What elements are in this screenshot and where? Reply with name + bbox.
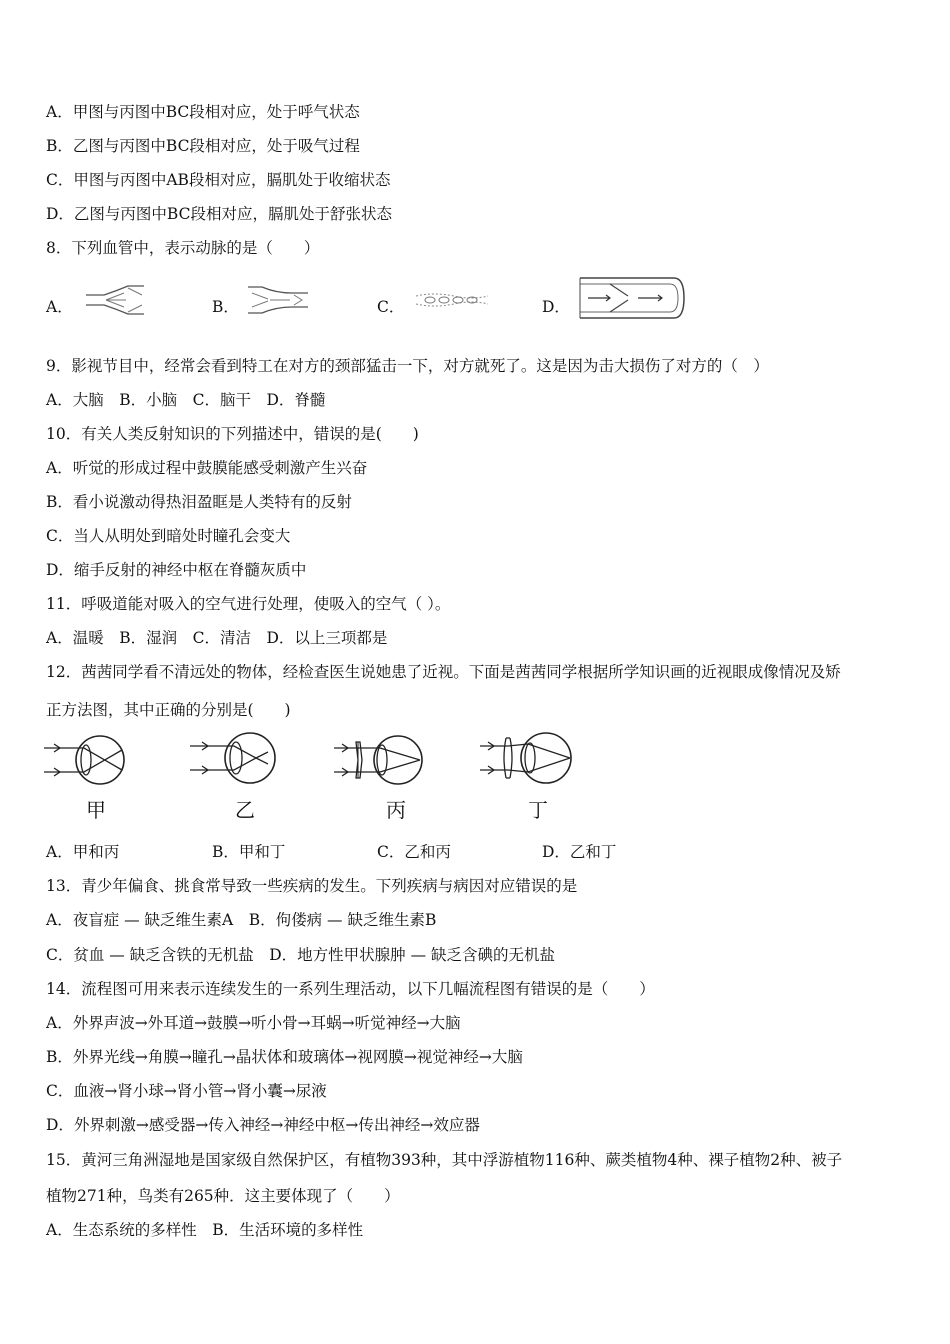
q10-option-b: B．看小说激动得热泪盈眶是人类特有的反射 — [46, 493, 352, 511]
q14-option-d: D．外界刺激→感受器→传入神经→神经中枢→传出神经→效应器 — [46, 1116, 480, 1134]
q8-option-c-label: C． — [377, 298, 405, 316]
q8-stem: 8．下列血管中，表示动脉的是（ ） — [46, 239, 320, 257]
q8-option-a-label: A． — [46, 298, 73, 316]
q12-option-a: A．甲和丙 — [46, 843, 120, 861]
eye-diagram-yi — [190, 730, 278, 786]
vessel-a-image — [84, 283, 150, 317]
q12-options — [46, 842, 746, 862]
vessel-d-image — [576, 276, 686, 320]
eye-label-jia: 甲 — [86, 798, 106, 822]
q14-option-c: C．血液→肾小球→肾小管→肾小囊→尿液 — [46, 1082, 327, 1100]
q10-option-d: D．缩手反射的神经中枢在脊髓灰质中 — [46, 561, 307, 579]
q8-option-b-label: B． — [212, 298, 239, 316]
q12-option-d: D．乙和丁 — [542, 843, 617, 861]
q10-option-c: C．当人从明处到暗处时瞳孔会变大 — [46, 527, 291, 545]
q14-stem: 14．流程图可用来表示连续发生的一系列生理活动，以下几幅流程图有错误的是（ ） — [46, 980, 655, 998]
q7-option-c: C．甲图与丙图中AB段相对应，膈肌处于收缩状态 — [46, 171, 391, 189]
q7-option-b: B．乙图与丙图中BC段相对应，处于吸气过程 — [46, 137, 360, 155]
q13-options-line2: C．贫血 — 缺乏含铁的无机盐 D．地方性甲状腺肿 — 缺乏含碘的无机盐 — [46, 946, 555, 964]
q7-option-a: A．甲图与丙图中BC段相对应，处于呼气状态 — [46, 103, 360, 121]
q10-option-a: A．听觉的形成过程中鼓膜能感受刺激产生兴奋 — [46, 459, 368, 477]
q9-options: A．大脑 B．小脑 C．脑干 D．脊髓 — [46, 391, 326, 409]
eye-diagram-ding — [480, 730, 574, 786]
q15-stem-line2: 植物271种，鸟类有265种．这主要体现了（ ） — [46, 1187, 400, 1205]
q10-stem: 10．有关人类反射知识的下列描述中，错误的是( ) — [46, 425, 419, 443]
eye-diagram-jia — [44, 734, 130, 786]
eye-label-bing: 丙 — [386, 798, 406, 822]
q14-option-b: B．外界光线→角膜→瞳孔→晶状体和玻璃体→视网膜→视觉神经→大脑 — [46, 1048, 523, 1066]
q15-stem-line1: 15．黄河三角洲湿地是国家级自然保护区，有植物393种，其中浮游植物116种、蕨类植物4种、裸子植物2种、被子 — [46, 1151, 843, 1169]
q12-stem-line1: 12．茜茜同学看不清远处的物体，经检查医生说她患了近视。下面是茜茜同学根据所学知识画的近视眼成像情况及矫 — [46, 663, 841, 681]
vessel-c-image — [414, 288, 490, 312]
eye-diagram-bing — [334, 734, 426, 786]
eye-label-yi: 乙 — [235, 798, 255, 822]
q11-options: A．温暖 B．湿润 C．清洁 D．以上三项都是 — [46, 629, 388, 647]
q12-stem-line2: 正方法图，其中正确的分别是( ) — [46, 701, 291, 719]
q9-stem: 9．影视节目中，经常会看到特工在对方的颈部猛击一下，对方就死了。这是因为击大损伤了对方的（ ） — [46, 357, 769, 375]
q7-option-d: D．乙图与丙图中BC段相对应，膈肌处于舒张状态 — [46, 205, 392, 223]
eye-label-ding: 丁 — [528, 798, 548, 822]
q14-option-a: A．外界声波→外耳道→鼓膜→听小骨→耳蜗→听觉神经→大脑 — [46, 1014, 461, 1032]
q8-option-d-label: D． — [542, 298, 570, 316]
vessel-b-image — [246, 283, 312, 317]
q11-stem: 11．呼吸道能对吸入的空气进行处理，使吸入的空气（ ）。 — [46, 595, 451, 613]
q12-option-b: B．甲和丁 — [212, 843, 286, 861]
q12-option-c: C．乙和丙 — [377, 843, 451, 861]
q15-options: A．生态系统的多样性 B．生活环境的多样性 — [46, 1221, 364, 1239]
q13-stem: 13．青少年偏食、挑食常导致一些疾病的发生。下列疾病与病因对应错误的是 — [46, 877, 578, 895]
q13-options-line1: A．夜盲症 — 缺乏维生素A B．佝偻病 — 缺乏维生素B — [46, 911, 437, 929]
